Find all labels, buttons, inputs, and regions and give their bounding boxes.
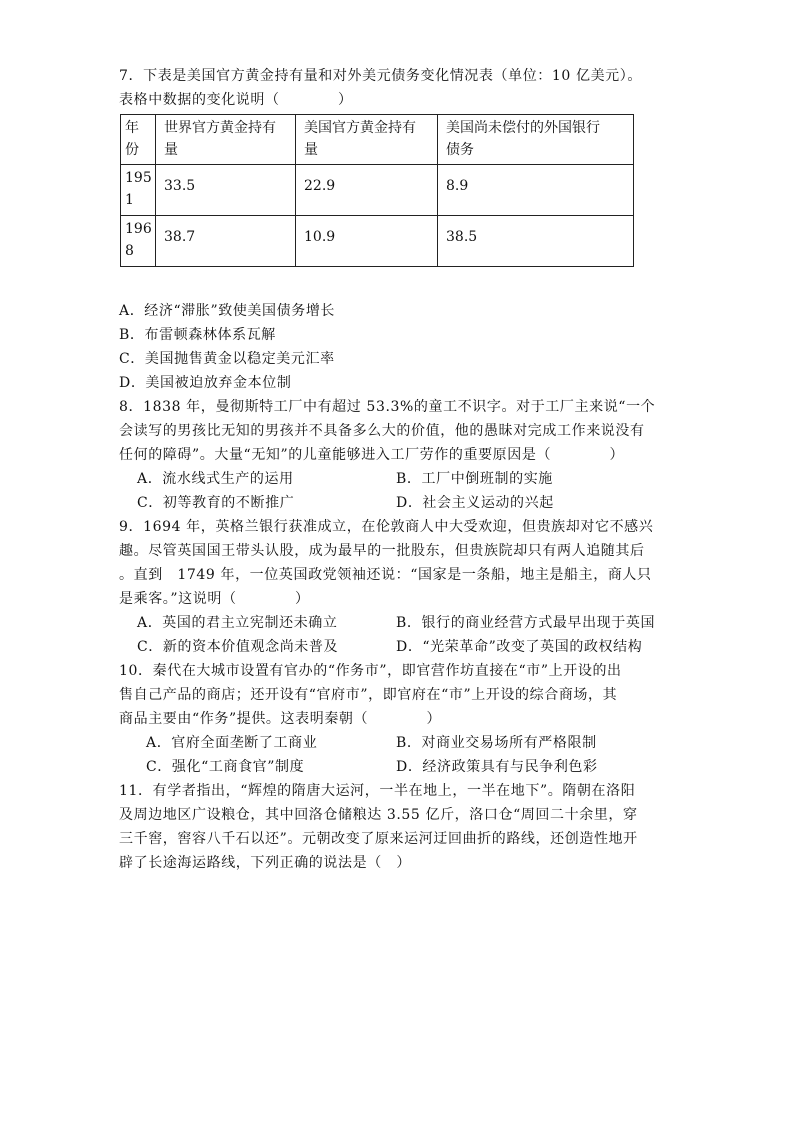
cell-us-debt: 38.5 bbox=[438, 216, 634, 267]
header-world-gold bbox=[156, 115, 296, 165]
q10-option-a: A．官府全面垄断了工商业 bbox=[146, 735, 318, 751]
cell-year bbox=[121, 216, 156, 267]
q10-option-d: D．经济政策具有与民争利色彩 bbox=[396, 759, 598, 775]
cell-us-debt: 8.9 bbox=[438, 165, 634, 216]
q9-stem-line-4: 是乘客。”这说明（ ） bbox=[119, 591, 310, 607]
q7-stem-line-1: 7．下表是美国官方黄金持有量和对外美元债务变化情况表（单位：10 亿美元）。 bbox=[119, 68, 642, 84]
cell-us-gold: 22.9 bbox=[296, 165, 438, 216]
cell-year-part-2: 1 bbox=[125, 192, 134, 208]
cell-year bbox=[121, 165, 156, 216]
table-row bbox=[121, 216, 634, 267]
q7-option-b: B．布雷顿森林体系瓦解 bbox=[119, 327, 276, 343]
cell-year-part-1: 196 bbox=[125, 221, 152, 237]
q9-stem-line-3: 。直到 1749 年，一位英国政党领袖还说：“国家是一条船，地主是船主，商人只 bbox=[119, 567, 652, 583]
q7-option-a: A．经济“滞胀”致使美国债务增长 bbox=[119, 303, 336, 319]
q11-stem-line-4: 辟了长途海运路线，下列正确的说法是（ ） bbox=[119, 855, 411, 871]
header-world-gold-part-1: 世界官方黄金持有 bbox=[164, 120, 276, 136]
q9-option-d: D．“光荣革命”改变了英国的政权结构 bbox=[396, 639, 643, 655]
q10-stem-line-1: 10．秦代在大城市设置有官办的“作务市”，即官营作坊直接在“市”上开设的出 bbox=[119, 663, 622, 679]
q9-stem-line-2: 趣。尽管英国国王带头认股，成为最早的一批股东，但贵族院却只有两人追随其后 bbox=[119, 543, 645, 559]
header-year-part-2: 份 bbox=[125, 142, 139, 158]
header-us-debt-part-2: 债务 bbox=[446, 142, 474, 158]
q10-stem-line-3: 商品主要由“作务”提供。这表明秦朝（ ） bbox=[119, 711, 442, 727]
cell-us-gold: 10.9 bbox=[296, 216, 438, 267]
q11-stem-line-3: 三千窖，窖容八千石以还”。元朝改变了原来运河迂回曲折的路线，还创造性地开 bbox=[119, 831, 638, 847]
cell-world-gold: 38.7 bbox=[156, 216, 296, 267]
table-header-row bbox=[121, 115, 634, 165]
header-us-gold-part-2: 量 bbox=[304, 142, 318, 158]
q8-option-c: C．初等教育的不断推广 bbox=[137, 495, 295, 511]
q8-option-b: B．工厂中倒班制的实施 bbox=[396, 471, 553, 487]
q7-option-d: D．美国被迫放弃金本位制 bbox=[119, 375, 292, 391]
q9-option-c: C．新的资本价值观念尚未普及 bbox=[137, 639, 339, 655]
q9-option-b: B．银行的商业经营方式最早出现于英国 bbox=[396, 615, 656, 631]
q8-option-d: D．社会主义运动的兴起 bbox=[396, 495, 554, 511]
q11-stem-line-2: 及周边地区广设粮仓，其中回洛仓储粮达 3.55 亿斤，洛口仓“周回二十余里，穿 bbox=[119, 807, 638, 823]
q9-option-a: A．英国的君主立宪制还未确立 bbox=[137, 615, 338, 631]
cell-year-part-1: 195 bbox=[125, 170, 152, 186]
header-year bbox=[121, 115, 156, 165]
gold-debt-table bbox=[120, 114, 634, 267]
q10-option-c: C．强化“工商食官”制度 bbox=[146, 759, 305, 775]
q8-stem-line-3: 任何的障碍”。大量“无知”的儿童能够进入工厂劳作的重要原因是（ ） bbox=[119, 447, 625, 463]
header-us-debt bbox=[438, 115, 634, 165]
q10-stem-line-2: 售自己产品的商店；还开设有“官府市”，即官府在“市”上开设的综合商场，其 bbox=[119, 687, 618, 703]
q11-stem-line-1: 11．有学者指出，“辉煌的隋唐大运河，一半在地上，一半在地下”。隋朝在洛阳 bbox=[119, 783, 636, 799]
q10-option-b: B．对商业交易场所有严格限制 bbox=[396, 735, 597, 751]
cell-year-part-2: 8 bbox=[125, 243, 134, 259]
header-year-part-1: 年 bbox=[125, 120, 139, 136]
table-row bbox=[121, 165, 634, 216]
q8-option-a: A．流水线式生产的运用 bbox=[137, 471, 294, 487]
q8-stem-line-1: 8．1838 年，曼彻斯特工厂中有超过 53.3%的童工不识字。对于工厂主来说“一个 bbox=[119, 399, 656, 415]
header-us-gold bbox=[296, 115, 438, 165]
header-world-gold-part-2: 量 bbox=[164, 142, 178, 158]
cell-world-gold: 33.5 bbox=[156, 165, 296, 216]
header-us-debt-part-1: 美国尚未偿付的外国银行 bbox=[446, 120, 600, 136]
q7-stem-line-2: 表格中数据的变化说明（ ） bbox=[119, 92, 353, 108]
q9-stem-line-1: 9．1694 年，英格兰银行获准成立，在伦敦商人中大受欢迎，但贵族却对它不感兴 bbox=[119, 519, 654, 535]
header-us-gold-part-1: 美国官方黄金持有 bbox=[304, 120, 416, 136]
q7-option-c: C．美国抛售黄金以稳定美元汇率 bbox=[119, 351, 335, 367]
q8-stem-line-2: 会读写的男孩比无知的男孩并不具备多么大的价值，他的愚昧对完成工作来说没有 bbox=[119, 423, 645, 439]
